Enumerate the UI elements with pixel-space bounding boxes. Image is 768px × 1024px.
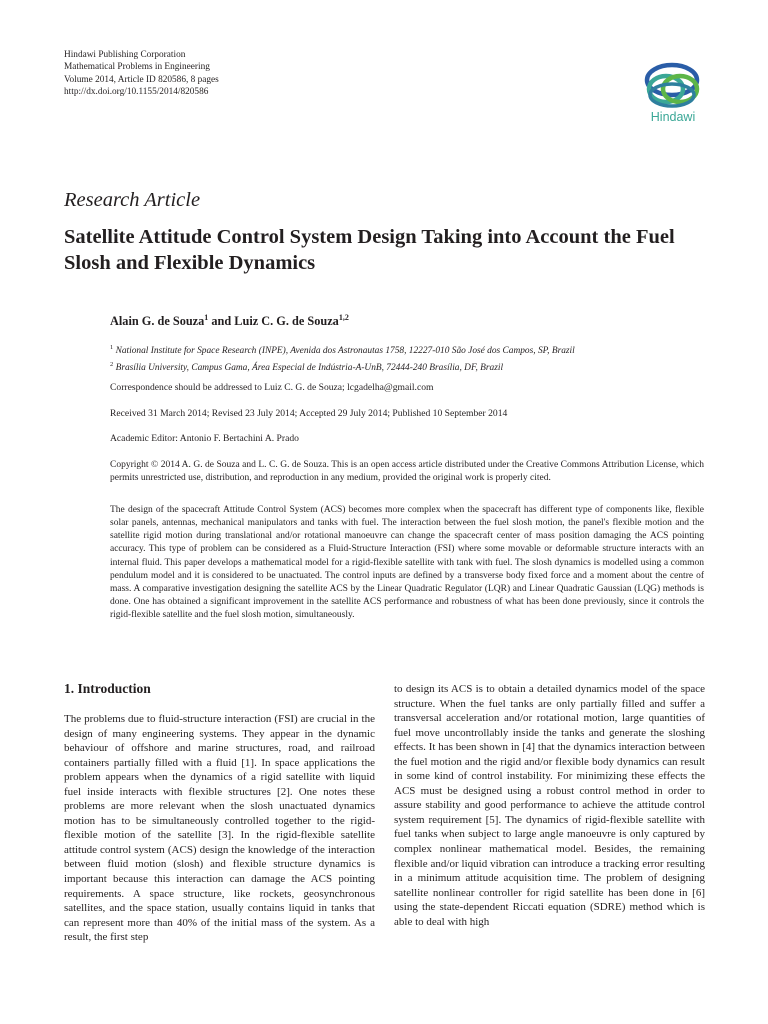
affiliation-number: 1 xyxy=(110,344,114,351)
affiliations xyxy=(110,341,710,375)
author-name: Luiz C. G. de Souza xyxy=(234,314,339,329)
journal-name: Mathematical Problems in Engineering xyxy=(64,62,210,73)
body-paragraph: to design its ACS is to obtain a detailed dynamics model of the space structure. When the fuel tanks are only partially filled and suffer a transversal acceleration and/or rotational motion, large quantities of fuel move uncontrollably inside the tanks and generate the sloshing effects. It has been shown in [4] that the dynamics interaction between the fuel motion and the rigid and/or flexible body dynamics can result in some kind of control instability. For minimizing these effects the ACS must be designed using a robust control method in order to assure stability and good performance to achieve the attitude control system requirement [5]. The dynamics of rigid-flexible satellite with fuel tanks when subject to large angle manoeuvre is only captured by complex nonlinear mathematical model. Besides, the remaining flexible and/or liquid vibration can introduce a tracking error resulting in a minimum attitude acquisition time. The problem of designing satellite nonlinear controller for rigid satellite has been done in [6] using the state-dependent Riccati equation (SDRE) method which is able to deal with high xyxy=(394,683,705,928)
affiliation-marker: 1 xyxy=(204,313,209,322)
author-name: Alain G. de Souza xyxy=(110,314,205,329)
abstract: The design of the spacecraft Attitude Control System (ACS) becomes more complex when the spacecraft has different type of components like, flexible solar panels, antennas, mechanical manipulators and tanks with fuel. The interaction between the fuel slosh motion, the panel's flexible motion and the satellite rigid motion during translational and/or rotational manoeuvre can change the spacecraft center of mass position damaging the ACS pointing accuracy. This type of problem can be considered as a Fluid-Structure Interaction (FSI) where some movable or deformable structure interacts with an internal fluid. This paper develops a mathematical model for a rigid-flexible satellite with tank with fuel. The slosh dynamics is modelled using a common pendulum model and it is considered to be unactuated. The control inputs are defined by a transverse body fixed force and a moment about the centre of mass. A comparative investigation designing the satellite ACS by the Linear Quadratic Regulator (LQR) and Linear Quadratic Gaussian (LQG) methods is done. One has obtained a significant improvement in the satellite ACS performance and robustness of what has been done previously, since it controls the rigid-flexible satellite and the fuel slosh motion, simultaneously. xyxy=(110,505,704,621)
article-title: Satellite Attitude Control System Design Taking into Account the Fuel Slosh and Flexible Dynamics xyxy=(64,226,675,274)
article-type: Research Article xyxy=(64,189,201,211)
hindawi-rings-icon xyxy=(630,58,714,114)
doi-link[interactable]: http://dx.doi.org/10.1155/2014/820586 xyxy=(64,86,209,97)
hindawi-logo-text: Hindawi xyxy=(650,110,696,124)
author-list xyxy=(110,313,349,329)
body-paragraph: The problems due to fluid-structure interaction (FSI) are crucial in the design of many engineering systems. They appear in the dynamic behaviour of offshore and marine structures, road, and railroad containers partially filled with a fluid [1]. In space applications the problem appears when the dynamics of a rigid satellite with liquid fuel inside interacts with flexible structures [2]. One notes these problems are more relevant when the slosh unactuated dynamics motion has to be simultaneously controlled together to the rigid-flexible motion of the satellite [3]. In the rigid-flexible satellite attitude control system (ACS) design the knowledge of the interaction between fluid motion (slosh) and flexible structure dynamics is important because this interaction can damage the ACS pointing requirements. A space structure, like rockets, geosynchronous satellites, and the space station, usually contains liquid in tanks that can represent more than 40% of the initial mass of the system. As a result, the first step xyxy=(64,713,375,944)
affiliation-line xyxy=(110,341,710,358)
affiliation-line xyxy=(110,358,710,375)
affiliation-text: Brasília University, Campus Gama, Área Especial de Indústria-A-UnB, 72444-240 Brasília, DF, Brazil xyxy=(115,363,504,374)
body-column-right xyxy=(394,682,705,929)
copyright-notice: Copyright © 2014 A. G. de Souza and L. C. G. de Souza. This is an open access article distributed under the Creative Commons Attribution License, which permits unrestricted use, distribution, and reproduction in any medium, provided the original work is properly cited. xyxy=(110,460,704,484)
volume-info: Volume 2014, Article ID 820586, 8 pages xyxy=(64,74,219,85)
affiliation-marker: 1,2 xyxy=(338,313,349,322)
affiliation-number: 2 xyxy=(110,361,114,369)
journal-header xyxy=(64,49,219,98)
body-column-left xyxy=(64,712,375,945)
section-heading: 1. Introduction xyxy=(64,681,151,696)
author-connector: and xyxy=(208,314,235,329)
publisher-line: Hindawi Publishing Corporation xyxy=(64,50,186,60)
correspondence: Correspondence should be addressed to Luiz C. G. de Souza; lcgadelha@gmail.com xyxy=(110,382,434,393)
publication-dates: Received 31 March 2014; Revised 23 July 2014; Accepted 29 July 2014; Published 10 September 2014 xyxy=(110,408,508,419)
affiliation-text: National Institute for Space Research (INPE), Avenida dos Astronautas 1758, 12227-010 São José dos Campos, SP, Brazil xyxy=(115,346,575,357)
academic-editor: Academic Editor: Antonio F. Bertachini A. Prado xyxy=(110,433,299,444)
